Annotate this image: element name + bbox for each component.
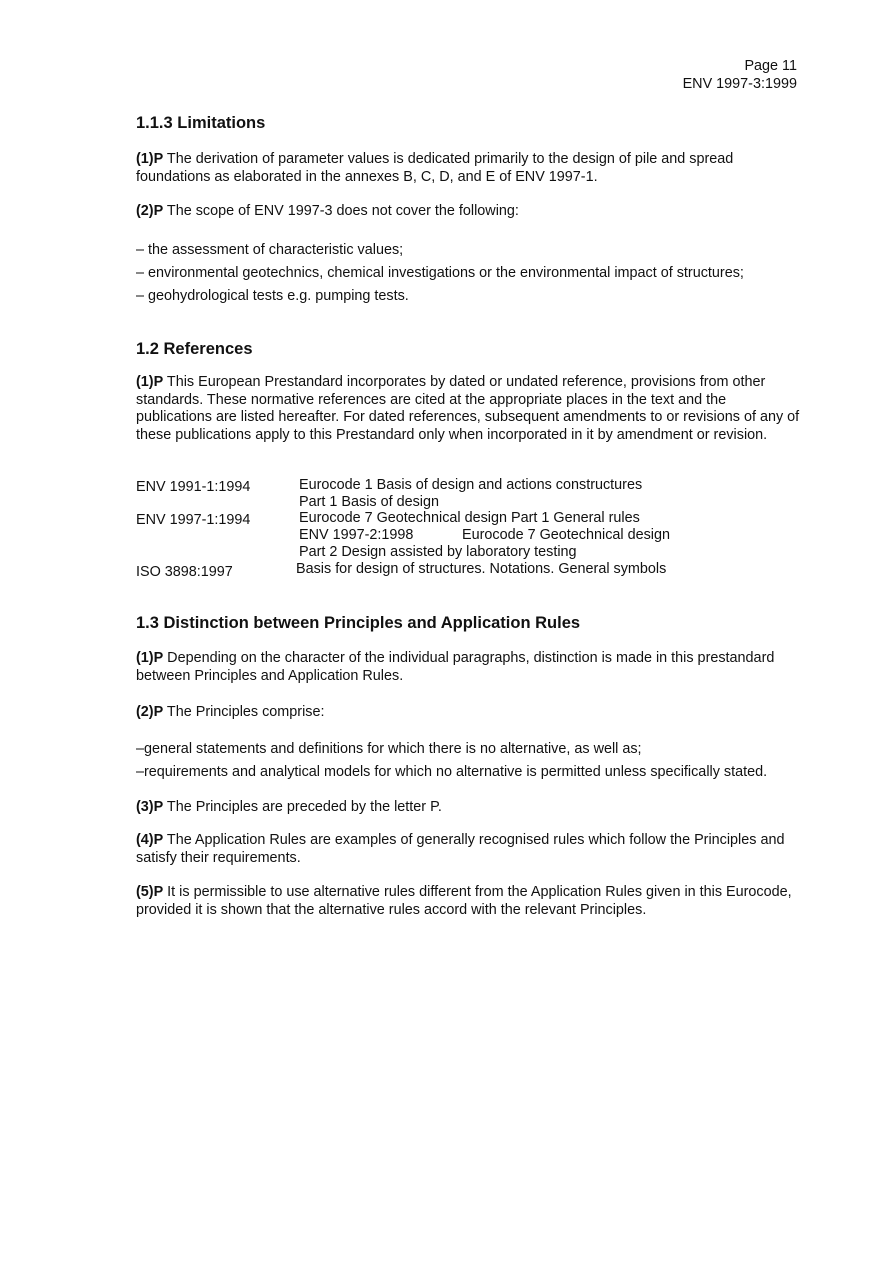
- reference-code: ENV 1997-1:1994: [136, 512, 251, 528]
- list-item: – environmental geotechnics, chemical investigations or the environmental impact of structures;: [136, 265, 744, 281]
- reference-code: ENV 1991-1:1994: [136, 479, 251, 495]
- paragraph-1-1-3-1: [136, 151, 804, 186]
- section-1-3-heading: 1.3 Distinction between Principles and Application Rules: [136, 614, 581, 632]
- page-number: Page 11: [744, 58, 797, 74]
- paragraph-1-1-3-2: [136, 203, 804, 221]
- clause-text: The derivation of parameter values is dedicated primarily to the design of pile and spread foundations as elaborated in the annexes B, C, D, and E of ENV 1997-1.: [136, 151, 734, 185]
- reference-title: Part 1 Basis of design: [299, 494, 439, 510]
- list-item: – geohydrological tests e.g. pumping tests.: [136, 288, 409, 304]
- reference-title: Eurocode 7 Geotechnical design: [462, 527, 671, 543]
- clause-text: The scope of ENV 1997-3 does not cover the following:: [163, 203, 519, 219]
- page-header: [683, 57, 797, 93]
- paragraph-1-3-4: [136, 832, 804, 867]
- reference-title: Basis for design of structures. Notations. General symbols: [296, 561, 667, 577]
- clause-text: It is permissible to use alternative rules different from the Application Rules given in this Eurocode, provided it is shown that the alternative rules accord with the relevant Principles.: [136, 884, 792, 918]
- document-id: ENV 1997-3:1999: [682, 76, 797, 92]
- list-item: –requirements and analytical models for which no alternative is permitted unless specifically stated.: [136, 764, 768, 780]
- section-1-2-heading: 1.2 References: [136, 340, 253, 358]
- paragraph-1-3-2: [136, 704, 804, 722]
- clause-label: (3)P: [136, 799, 164, 815]
- clause-text: The Principles are preceded by the letter P.: [163, 799, 442, 815]
- paragraph-1-3-1: [136, 650, 804, 685]
- clause-label: (2)P: [136, 203, 164, 219]
- clause-label: (4)P: [136, 832, 164, 848]
- reference-title: Part 2 Design assisted by laboratory testing: [299, 544, 577, 560]
- clause-text: The Principles comprise:: [163, 704, 325, 720]
- clause-label: (1)P: [136, 650, 164, 666]
- reference-code: ISO 3898:1997: [136, 564, 233, 580]
- section-1-1-3-heading: 1.1.3 Limitations: [136, 114, 266, 132]
- list-item: –general statements and definitions for which there is no alternative, as well as;: [136, 741, 642, 757]
- paragraph-1-3-3: [136, 799, 804, 817]
- reference-title: Eurocode 7 Geotechnical design Part 1 General rules: [299, 510, 640, 526]
- list-item: – the assessment of characteristic values;: [136, 242, 404, 258]
- clause-text: Depending on the character of the individual paragraphs, distinction is made in this prestandard between Principles and Application Rules.: [136, 650, 775, 684]
- reference-title: Eurocode 1 Basis of design and actions constructures: [299, 477, 643, 493]
- clause-text: The Application Rules are examples of generally recognised rules which follow the Principles and satisfy their requirements.: [136, 832, 785, 866]
- clause-label: (1)P: [136, 374, 164, 390]
- clause-label: (5)P: [136, 884, 164, 900]
- clause-text: This European Prestandard incorporates by dated or undated reference, provisions from other standards. These normative references are cited at the appropriate places in the text and the publications are listed hereafter. For dated references, subsequent amendments to or revisions of any of these publications apply to this Prestandard only when incorporated in it by amendment or revision.: [136, 374, 800, 443]
- clause-label: (2)P: [136, 704, 164, 720]
- reference-code: ENV 1997-2:1998: [299, 527, 414, 543]
- paragraph-1-3-5: [136, 884, 804, 919]
- clause-label: (1)P: [136, 151, 164, 167]
- paragraph-1-2-1: [136, 374, 804, 444]
